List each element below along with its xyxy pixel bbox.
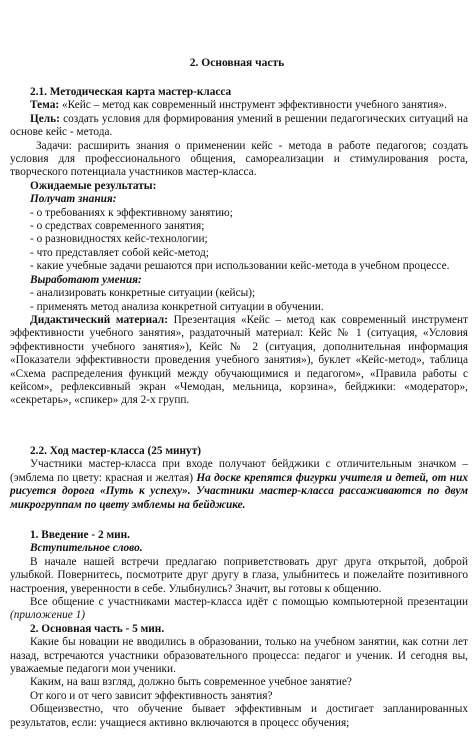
- knowledge-item: - о средствах современного занятия;: [30, 220, 205, 233]
- skills-heading: Выработают умения:: [30, 273, 142, 286]
- main-question: Каким, на ваш взгляд, должно быть современное учебное занятие?: [30, 676, 352, 689]
- skills-item: - анализировать конкретные ситуации (кейсы);: [30, 287, 256, 300]
- knowledge-item: - какие учебные задачи решаются при использовании кейс-метода в учебном процессе.: [30, 260, 450, 273]
- intro-paragraph: В начале нашей встречи предлагаю поприветствовать друг друга открытой, доброй улыбкой. Повернитесь, посмотрите друг другу в глаза, улыбнитесь и пожелайте позитивного настроения, уверенности в себе. Улыбнулись? Значит, вы готовы к общению.: [10, 555, 468, 595]
- intro-subheading: Вступительное слово.: [30, 542, 143, 555]
- intro-section: [10, 529, 468, 730]
- main-part-heading: 2. Основная часть - 5 мин.: [30, 622, 165, 635]
- intro-heading: 1. Введение - 2 мин.: [30, 529, 130, 541]
- main-question: От кого и от чего зависит эффективность занятия?: [30, 689, 273, 702]
- didactic-material-paragraph: [10, 314, 468, 408]
- didactic-material-text: Презентация «Кейс – метод как современный инструмент эффективности учебного занятия», раздаточный материал: Кейс № 1 (ситуация, «Условия эффективности учебного занятия»), Кейс № 2 (ситуация, дополнительная информация «Показатели эффективности проведения учебного занятия»), буклет «Кейс-метод», таблица «Схема распределения функций между обучающимися и педагогом», «Правила работы с кейсом», рефлексивный экран «Чемодан, мельница, корзина», бейджики: «модератор», «секретарь», «спикер» для 2-х групп.: [10, 313, 468, 407]
- goal-text: создать условия для формирования умений в решении педагогических ситуаций на основе кейс - метода.: [10, 112, 468, 139]
- course-section: [10, 445, 468, 512]
- knowledge-item: - о требованиях к эффективному занятию;: [30, 206, 233, 219]
- methodical-map-section: [10, 86, 468, 408]
- knowledge-item: - о разновидностях кейс-технологии;: [30, 233, 208, 246]
- main-paragraph: Общеизвестно, что обучение бывает эффективным и достигает запланированных результатов, если: учащиеся активно включаются в процесс обучения;: [10, 703, 468, 729]
- theme-text: «Кейс – метод как современный инструмент эффективности учебного занятия».: [59, 99, 447, 112]
- knowledge-item: - что представляет собой кейс-метод;: [30, 246, 209, 259]
- page-title: 2. Основная часть: [189, 57, 285, 69]
- presentation-text: Все общение с участниками мастер-класса идёт с помощью компьютерной презентации: [30, 596, 468, 609]
- skills-item: - применять метод анализа конкретной ситуации в обучении.: [30, 300, 324, 313]
- section-2-1-heading: 2.1. Методическая карта мастер-класса: [30, 86, 232, 98]
- knowledge-heading: Получат знания:: [30, 193, 117, 206]
- main-paragraph: Какие бы новации не вводились в образовании, только на учебном занятии, как сотни лет назад, встречаются участники образовательного процесса: педагог и ученик. И сегодня вы, уважаемые педагоги мои ученики.: [10, 636, 468, 676]
- didactic-material-label: Дидактический материал:: [30, 313, 169, 326]
- goal-paragraph: [10, 113, 468, 140]
- theme-paragraph: [10, 99, 468, 112]
- section-2-2-paragraph: [10, 458, 468, 512]
- goal-label: Цель:: [30, 112, 60, 125]
- theme-label: Тема:: [30, 99, 60, 112]
- expected-results-heading: Ожидаемые результаты:: [30, 179, 157, 192]
- presentation-paragraph: [10, 596, 468, 623]
- section-2-2-heading: 2.2. Ход мастер-класса (25 минут): [30, 445, 202, 457]
- badges-text: Участники мастер-класса при входе получают бейджики с отличительным значком – (эмблема по цвету: красная и желтая): [10, 458, 468, 484]
- appendix-reference: (приложение 1): [10, 609, 86, 622]
- tasks-paragraph: Задачи: расширить знания о применении кейс - метода в работе педагогов; создать условия для профессионального общения, самореализации и стимулирования роста, творческого потенциала участников мастер-класса.: [10, 139, 468, 179]
- board-instructions-text: На доске крепятся фигурки учителя и детей, от них рисуется дорога «Путь к успеху». Участники мастер-класса рассаживаются по двум микрогруппам по цвету эмблемы на бейджике.: [10, 471, 468, 511]
